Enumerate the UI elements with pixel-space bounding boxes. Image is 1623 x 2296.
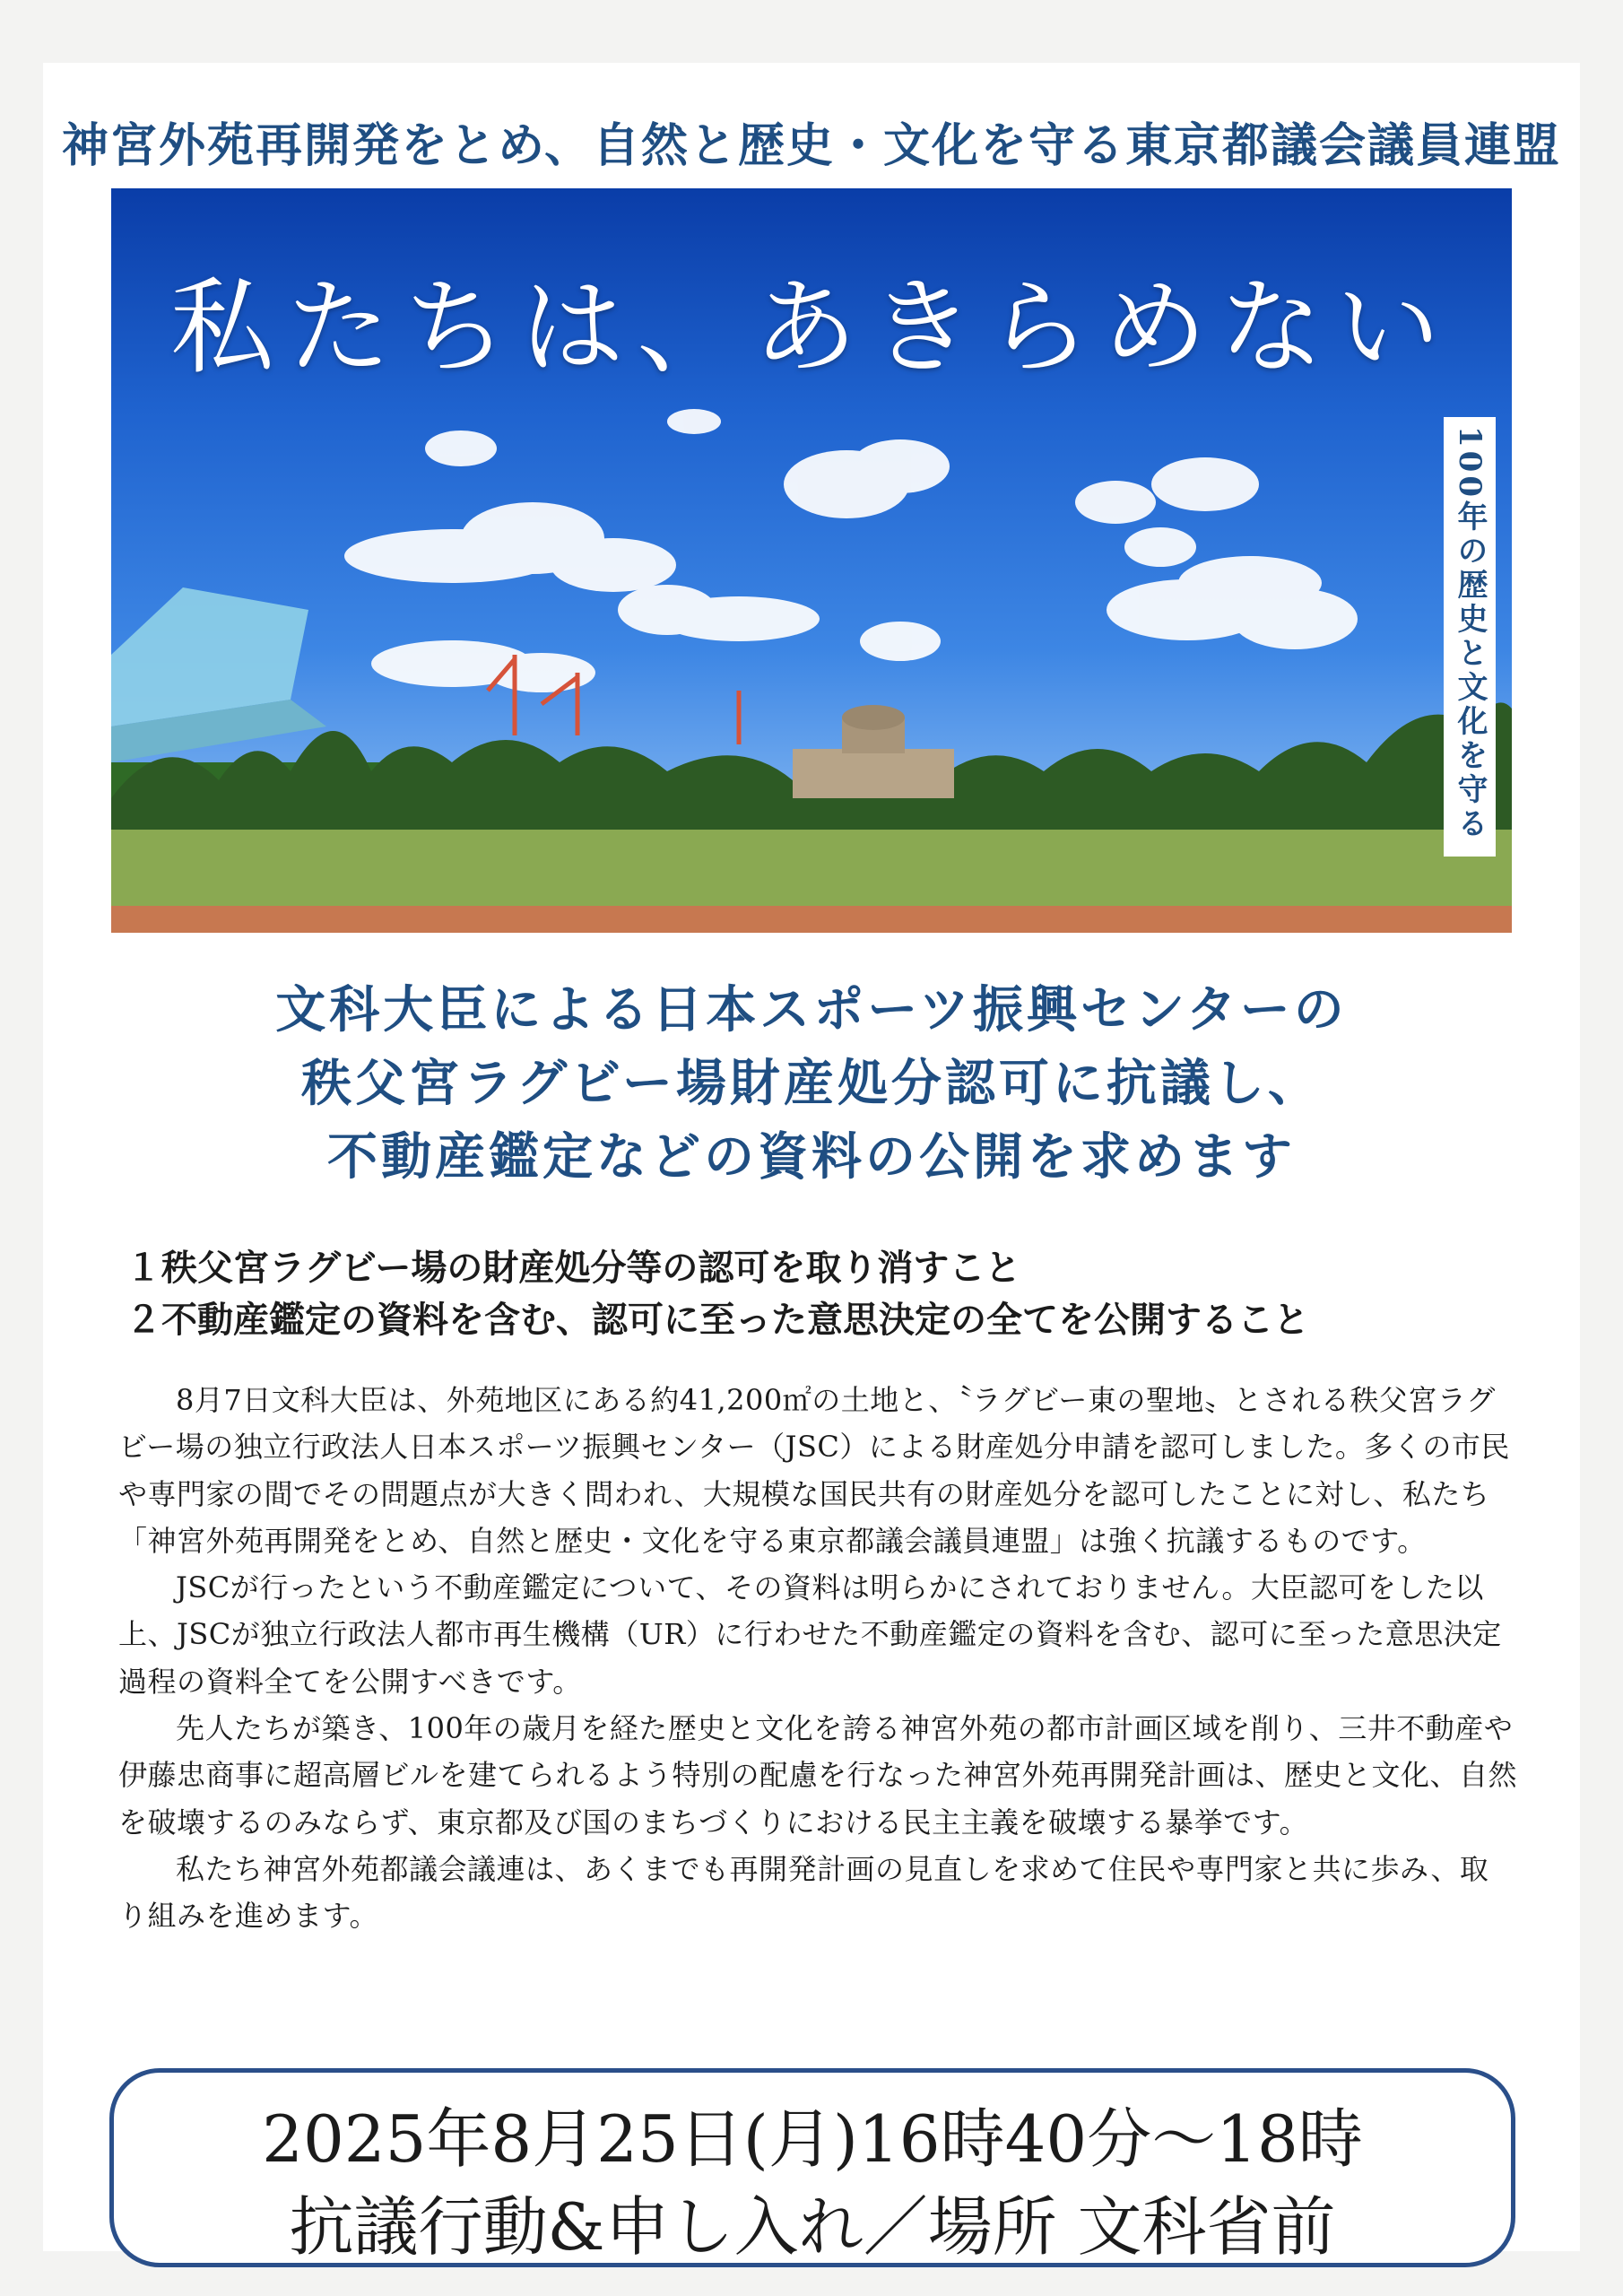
event-action-place: 抗議行動&申し入れ／場所 文科省前 bbox=[289, 2189, 1336, 2265]
statement-body bbox=[118, 1377, 1517, 1940]
organization-title: 神宮外苑再開発をとめ、自然と歴史・文化を守る東京都議会議員連盟 bbox=[62, 118, 1561, 173]
statement-paragraph: 私たち神宮外苑都議会議連は、あくまでも再開発計画の見直しを求めて住民や専門家と共に歩み、取り組みを進めます。 bbox=[118, 1851, 1489, 1934]
subheading bbox=[43, 973, 1580, 1194]
demands-list bbox=[126, 1242, 1524, 1346]
vertical-tagline-box bbox=[1444, 417, 1496, 857]
statement-paragraph: 先人たちが築き、100年の歳月を経た歴史と文化を誇る神宮外苑の都市計画区域を削り、三井不動産や伊藤忠商事に超高層ビルを建てられるよう特別の配慮を行なった神宮外苑再開発計画は、歴史と文化、自然を破壊するのみならず、東京都及び国のまちづくりにおける民主主義を破壊する暴挙です。 bbox=[118, 1711, 1518, 1839]
subheading-line: 文科大臣による日本スポーツ振興センターの bbox=[275, 980, 1348, 1039]
subheading-line: 秩父宮ラグビー場財産処分認可に抗議し、 bbox=[301, 1054, 1322, 1113]
clouds bbox=[344, 409, 1358, 692]
demand-item: １秩父宮ラグビー場の財産処分等の認可を取り消すこと bbox=[126, 1247, 1021, 1289]
track bbox=[111, 906, 1512, 933]
vertical-tagline: 100年の歴史と文化を守る bbox=[1452, 426, 1488, 841]
statement-paragraph: JSCが行ったという不動産鑑定について、その資料は明らかにされておりません。大臣認可をした以上、JSCが独立行政法人都市再生機構（UR）に行わせた不動産鑑定の資料を含む、認可に至った意思決定過程の資料全てを公開すべきです。 bbox=[118, 1570, 1502, 1699]
demand-item: ２不動産鑑定の資料を含む、認可に至った意思決定の全てを公開すること bbox=[126, 1299, 1309, 1341]
event-datetime: 2025年8月25日(月)16時40分～18時 bbox=[262, 2101, 1363, 2177]
subheading-line: 不動産鑑定などの資料の公開を求めます bbox=[327, 1127, 1296, 1187]
statement-paragraph: 8月7日文科大臣は、外苑地区にある約41,200㎡の土地と、〝ラグビー東の聖地〟とされる秩父宮ラグビー場の独立行政法人日本スポーツ振興センター（JSC）による財産処分申請を認可しました。多くの市民や専門家の間でその問題点が大きく問われ、大規模な国民共有の財産処分を認可したことに対し、私たち「神宮外苑再開発をとめ、自然と歴史・文化を守る東京都議会議員連盟」は強く抗議するものです。 bbox=[118, 1383, 1510, 1558]
hero-photo bbox=[111, 188, 1512, 933]
flyer-page bbox=[43, 63, 1580, 2265]
event-info-box bbox=[109, 2068, 1515, 2267]
headline: 私たちは、あきらめない bbox=[170, 267, 1453, 388]
picture-gallery-building bbox=[793, 705, 954, 798]
